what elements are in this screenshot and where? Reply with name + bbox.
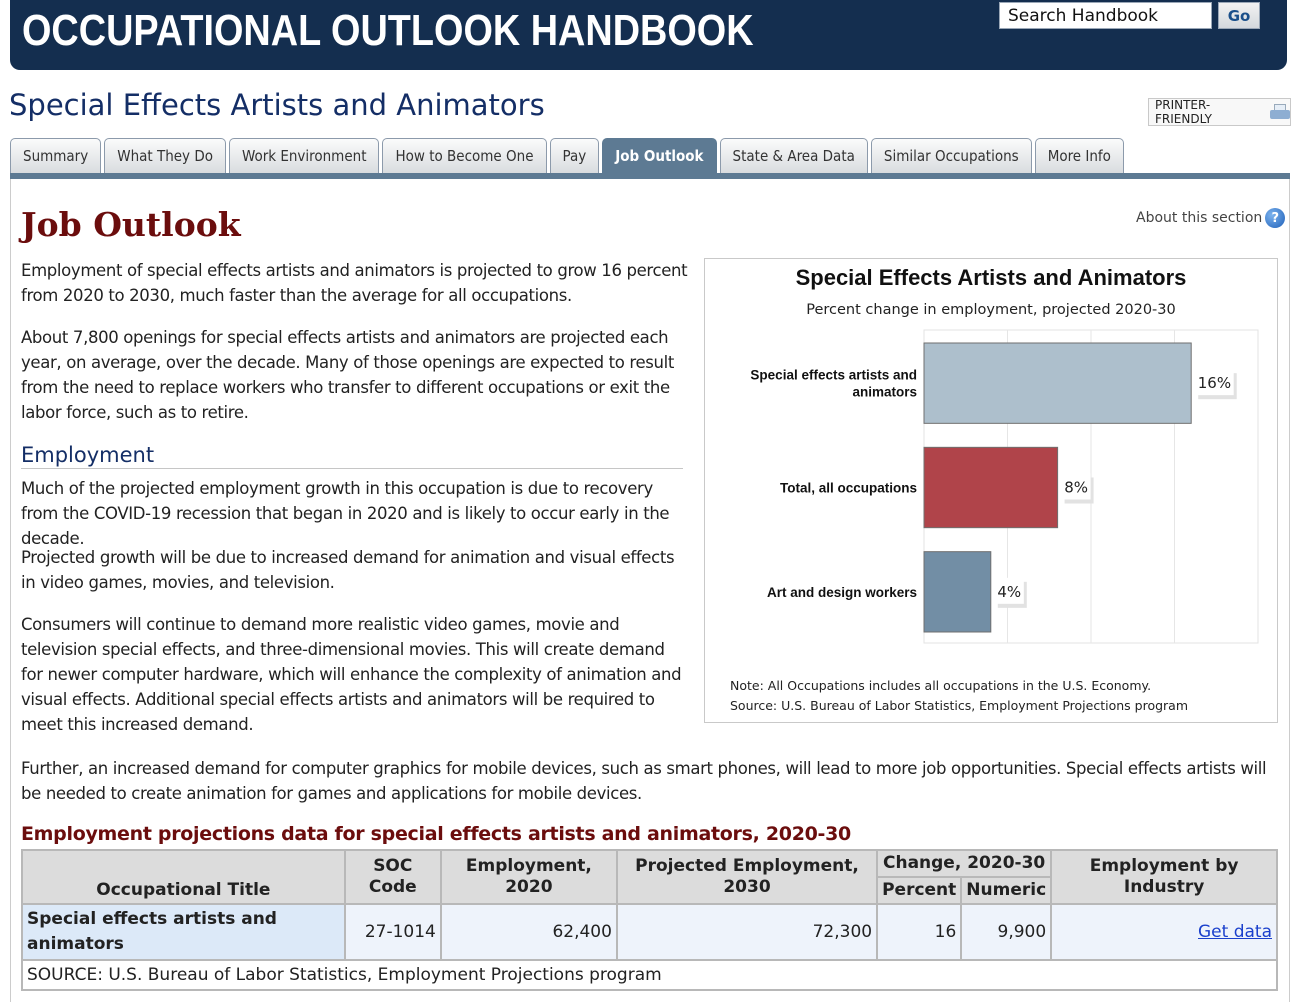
chart-plot xyxy=(705,259,1279,724)
data-label: 16% xyxy=(1197,374,1232,393)
bar xyxy=(924,552,991,632)
site-title[interactable]: OCCUPATIONAL OUTLOOK HANDBOOK xyxy=(22,6,754,55)
cell-occupational-title: Special effects artists and animators xyxy=(22,904,345,960)
printer-friendly-button[interactable] xyxy=(1148,98,1291,126)
search-go-button[interactable]: Go xyxy=(1218,2,1260,29)
employment-paragraph: Consumers will continue to demand more realistic video games, movie and television special effects, and three-dimensional movies. This will create demand for newer computer hardware, which will enhance the complexity of animation and visual effects. Additional special effects artists and animators will be required to meet this increased demand. xyxy=(21,615,682,734)
employment-change-chart xyxy=(704,258,1278,723)
help-icon[interactable]: ? xyxy=(1265,208,1285,228)
tab-underline-bar xyxy=(10,173,1290,179)
section-heading: Job Outlook xyxy=(21,205,241,244)
header-percent: Percent xyxy=(877,877,961,904)
intro-paragraph: About 7,800 openings for special effects artists and animators are projected each year, on average, over the decade. Many of those openings are expected to result from the need to replace workers who transfer to different occupations or exit the labor force, such as to retire. xyxy=(21,328,675,422)
employment-paragraph: Much of the projected employment growth in this occupation is due to recovery from the COVID-19 recession that began in 2020 and is likely to occur early in the decade. xyxy=(21,479,670,548)
cell-employment-2030: 72,300 xyxy=(617,904,877,960)
tab-pay[interactable]: Pay xyxy=(550,138,600,173)
projections-table-title: Employment projections data for special effects artists and animators, 2020-30 xyxy=(21,823,851,845)
tab-how-to-become-one[interactable]: How to Become One xyxy=(382,138,546,173)
tab-job-outlook[interactable]: Job Outlook xyxy=(602,138,716,173)
chart-title: Special Effects Artists and Animators xyxy=(795,265,1187,290)
printer-friendly-label: PRINTER-FRIENDLY xyxy=(1155,98,1212,126)
intro-paragraph: Employment of special effects artists and animators is projected to grow 16 percent from 2020 to 2030, much faster than the average for all occupations. xyxy=(21,261,688,305)
chart-subtitle: Percent change in employment, projected 2020-30 xyxy=(806,302,1176,318)
tab-more-info[interactable]: More Info xyxy=(1035,138,1124,173)
data-label: 4% xyxy=(997,582,1022,601)
chart-source: Source: U.S. Bureau of Labor Statistics, Employment Projections program xyxy=(730,698,1189,713)
header-employment-2020: Employment, 2020 xyxy=(441,850,617,904)
cell-soc-code: 27-1014 xyxy=(345,904,441,960)
tab-summary[interactable]: Summary xyxy=(10,138,101,173)
tab-similar-occupations[interactable]: Similar Occupations xyxy=(871,138,1032,173)
category-label: Special effects artists and animators xyxy=(750,367,917,400)
employment-paragraph: Projected growth will be due to increased demand for animation and visual effects in video games, movies, and television. xyxy=(21,548,675,592)
header-projected-employment-2030: Projected Employment, 2030 xyxy=(617,850,877,904)
employment-paragraph: Further, an increased demand for computer graphics for mobile devices, such as smart phones, will lead to more job opportunities. Special effects artists will be needed to create animation for games and applications for mobile devices. xyxy=(21,759,1267,803)
tab-bar xyxy=(10,138,1127,174)
header-change: Change, 2020-30 xyxy=(877,850,1051,877)
category-label: Total, all occupations xyxy=(779,480,917,496)
cell-numeric-change: 9,900 xyxy=(961,904,1051,960)
content-border xyxy=(10,179,11,1002)
content-border xyxy=(1289,179,1290,1002)
table-row xyxy=(22,904,1277,960)
occupation-title: Special Effects Artists and Animators xyxy=(9,88,545,122)
header-numeric: Numeric xyxy=(961,877,1051,904)
data-label: 8% xyxy=(1064,478,1088,497)
search-input[interactable] xyxy=(999,2,1212,29)
tab-state-area-data[interactable]: State & Area Data xyxy=(720,138,868,173)
table-source: SOURCE: U.S. Bureau of Labor Statistics, Employment Projections program xyxy=(22,960,1277,990)
cell-percent-change: 16 xyxy=(877,904,961,960)
bar xyxy=(924,343,1191,423)
bar xyxy=(924,447,1058,527)
tab-what-they-do[interactable]: What They Do xyxy=(104,138,226,173)
header-occupational-title: Occupational Title xyxy=(22,850,345,904)
tab-work-environment[interactable]: Work Environment xyxy=(229,138,380,173)
get-data-link[interactable]: Get data xyxy=(1198,922,1272,942)
printer-icon xyxy=(1270,103,1290,121)
about-label: About this section xyxy=(1136,210,1263,226)
projections-table xyxy=(21,849,1278,991)
header-soc-code: SOC Code xyxy=(345,850,441,904)
category-label: Art and design workers xyxy=(766,584,917,600)
header-employment-by-industry: Employment by Industry xyxy=(1051,850,1277,904)
employment-heading: Employment xyxy=(21,443,683,469)
about-this-section-link[interactable] xyxy=(1136,208,1285,228)
cell-employment-by-industry xyxy=(1051,904,1277,960)
chart-note: Note: All Occupations includes all occupations in the U.S. Economy. xyxy=(730,678,1152,693)
cell-employment-2020: 62,400 xyxy=(441,904,617,960)
